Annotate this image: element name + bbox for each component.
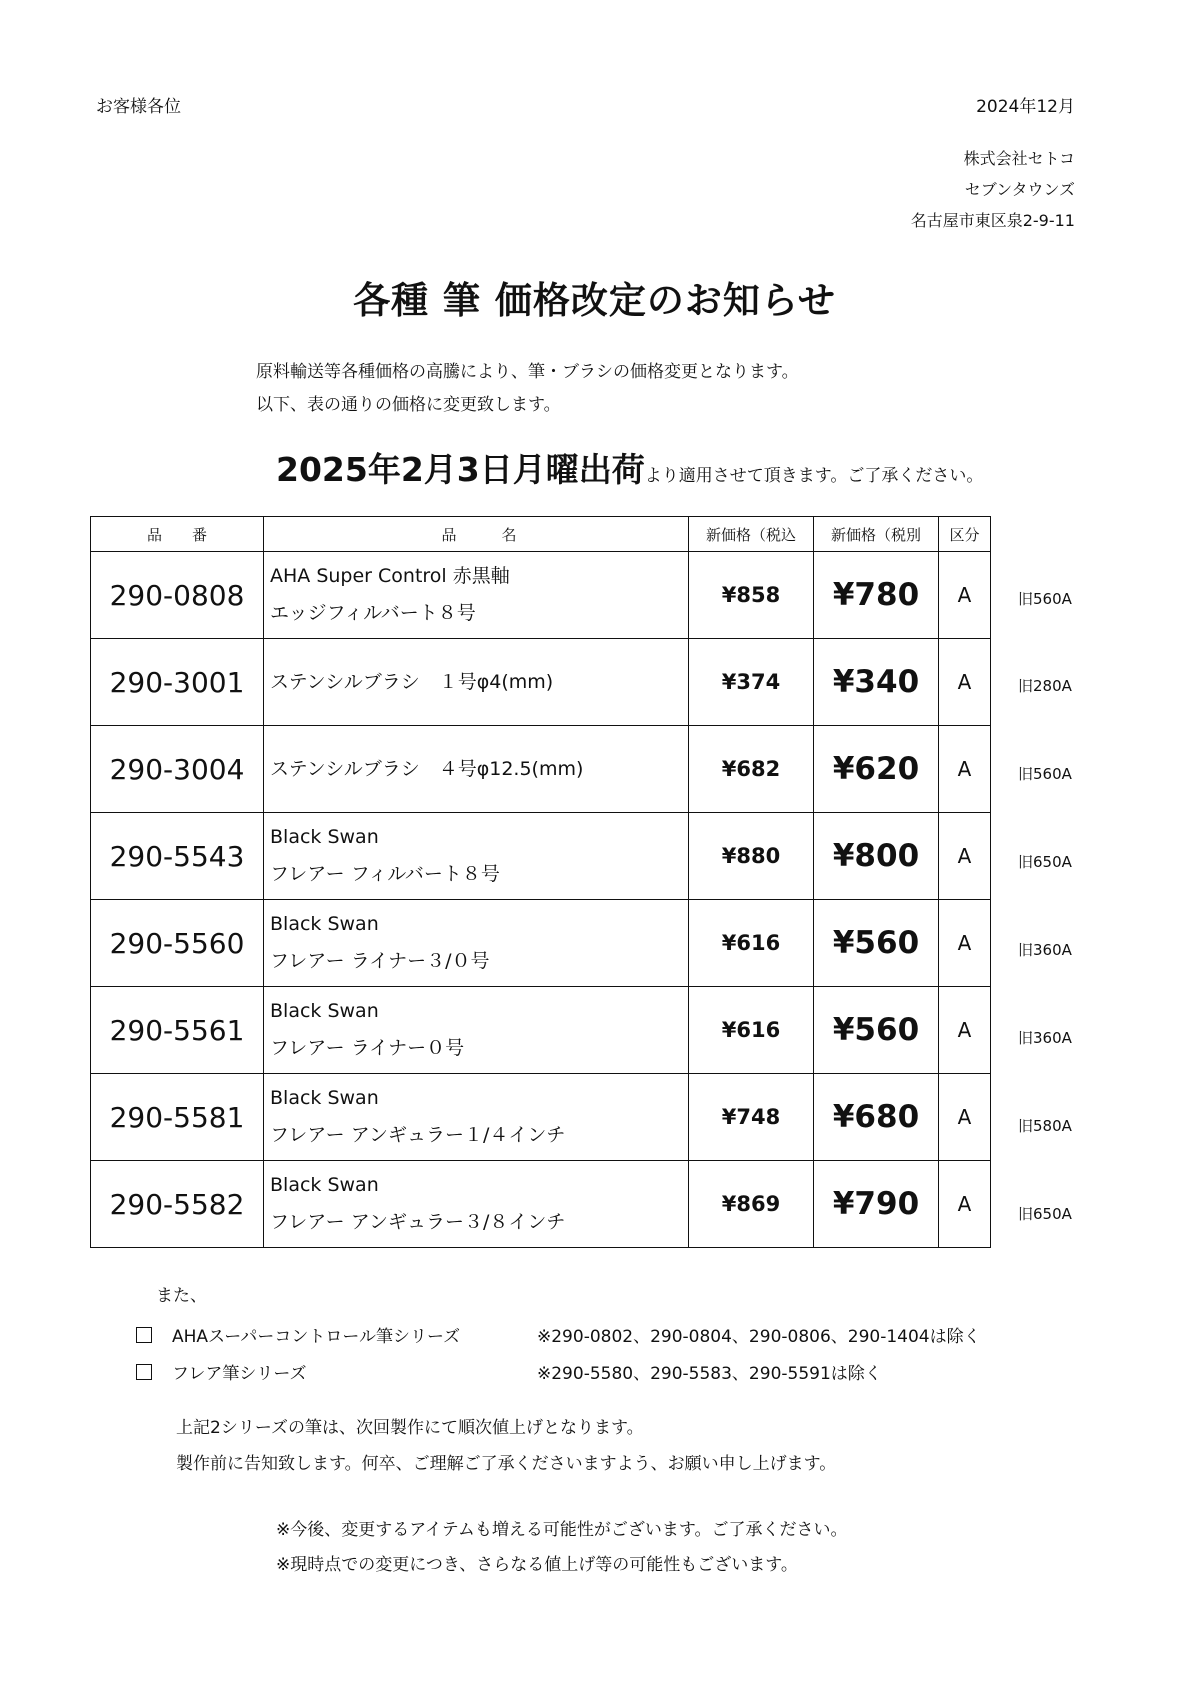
- also-label: また、: [156, 1286, 207, 1306]
- table-row: [91, 987, 991, 1074]
- product-name-line-1: Black Swan: [270, 1174, 379, 1196]
- series-name: フレア筆シリーズ: [172, 1364, 307, 1384]
- product-code: 290-3004: [91, 726, 264, 813]
- header-category: 区分: [939, 517, 991, 552]
- product-name-line-1: Black Swan: [270, 1000, 379, 1022]
- page-title: 各種 筆 価格改定のお知らせ: [353, 279, 836, 322]
- recipient: お客様各位: [96, 97, 181, 117]
- category: A: [939, 1074, 991, 1161]
- table-row: [91, 813, 991, 900]
- table-row: [91, 552, 991, 639]
- price-tax-excluded: ¥560: [814, 900, 939, 987]
- price-tax-excluded: ¥800: [814, 813, 939, 900]
- product-name-line-1: Black Swan: [270, 826, 379, 848]
- intro-line-2: 以下、表の通りの価格に変更致します。: [256, 395, 561, 415]
- product-code: 290-3001: [91, 639, 264, 726]
- price-tax-included: ¥616: [689, 987, 814, 1074]
- product-name-line-1: ステンシルブラシ １号φ4(mm): [270, 670, 554, 693]
- sender-company: 株式会社セトコ: [963, 149, 1075, 168]
- product-name: [264, 900, 689, 987]
- product-name-line-2: フレアー アンギュラー３/８インチ: [270, 1211, 566, 1233]
- product-code: 290-5560: [91, 900, 264, 987]
- old-price: 旧580A: [1018, 1117, 1072, 1135]
- price-tax-excluded: ¥790: [814, 1161, 939, 1248]
- series-name: AHAスーパーコントロール筆シリーズ: [172, 1327, 461, 1347]
- product-name-line-1: AHA Super Control 赤黒軸: [270, 565, 510, 587]
- product-code: 290-0808: [91, 552, 264, 639]
- table-header-row: [91, 517, 991, 552]
- product-code: 290-5581: [91, 1074, 264, 1161]
- effective-suffix: より適用させて頂きます。ご了承ください。: [644, 466, 984, 486]
- table-row: [91, 726, 991, 813]
- product-name-line-2: フレアー フィルバート８号: [270, 863, 500, 885]
- series-item-aha: [136, 1322, 460, 1347]
- product-name-line-1: ステンシルブラシ ４号φ12.5(mm): [270, 757, 584, 780]
- product-name-line-2: フレアー ライナー３/０号: [270, 950, 490, 972]
- table-row: [91, 900, 991, 987]
- category: A: [939, 726, 991, 813]
- sender-address: 名古屋市東区泉2-9-11: [910, 211, 1075, 230]
- product-name: [264, 726, 689, 813]
- header-price-net: 新価格（税別: [814, 517, 939, 552]
- product-name: [264, 1074, 689, 1161]
- product-name: [264, 639, 689, 726]
- price-tax-excluded: ¥680: [814, 1074, 939, 1161]
- table-row: [91, 639, 991, 726]
- series-item-flare: [136, 1359, 306, 1384]
- header-code: 品 番: [91, 517, 264, 552]
- price-tax-included: ¥858: [689, 552, 814, 639]
- category: A: [939, 639, 991, 726]
- checkbox-icon: [136, 1364, 152, 1380]
- product-code: 290-5582: [91, 1161, 264, 1248]
- product-name: [264, 1161, 689, 1248]
- old-price: 旧360A: [1018, 1029, 1072, 1047]
- category: A: [939, 987, 991, 1074]
- price-tax-included: ¥869: [689, 1161, 814, 1248]
- product-name-line-1: Black Swan: [270, 1087, 379, 1109]
- header-price-tax: 新価格（税込: [689, 517, 814, 552]
- series-exclusion: ※290-0802、290-0804、290-0806、290-1404は除く: [537, 1327, 981, 1347]
- price-tax-excluded: ¥560: [814, 987, 939, 1074]
- category: A: [939, 813, 991, 900]
- product-name: [264, 987, 689, 1074]
- price-tax-included: ¥374: [689, 639, 814, 726]
- price-tax-included: ¥682: [689, 726, 814, 813]
- header-name: 品 名: [264, 517, 689, 552]
- intro-line-1: 原料輸送等各種価格の高騰により、筆・ブラシの価格変更となります。: [256, 362, 799, 382]
- product-name-line-2: フレアー アンギュラー１/４インチ: [270, 1124, 566, 1146]
- product-name: [264, 552, 689, 639]
- old-price: 旧280A: [1018, 677, 1072, 695]
- series-exclusion: ※290-5580、290-5583、290-5591は除く: [537, 1364, 882, 1384]
- old-price: 旧560A: [1018, 765, 1072, 783]
- old-price: 旧650A: [1018, 853, 1072, 871]
- effective-date: 2025年2月3日月曜出荷: [276, 450, 645, 489]
- old-price: 旧650A: [1018, 1205, 1072, 1223]
- product-name: [264, 813, 689, 900]
- price-tax-included: ¥880: [689, 813, 814, 900]
- product-code: 290-5561: [91, 987, 264, 1074]
- footer-note-2: ※現時点での変更につき、さらなる値上げ等の可能性もございます。: [276, 1555, 798, 1575]
- table-row: [91, 1161, 991, 1248]
- checkbox-icon: [136, 1327, 152, 1343]
- footer-note-1: ※今後、変更するアイテムも増える可能性がございます。ご了承ください。: [276, 1520, 848, 1540]
- category: A: [939, 1161, 991, 1248]
- price-tax-excluded: ¥620: [814, 726, 939, 813]
- category: A: [939, 552, 991, 639]
- old-price: 旧360A: [1018, 941, 1072, 959]
- table-row: [91, 1074, 991, 1161]
- note-line-2: 製作前に告知致します。何卒、ご理解ご了承くださいますよう、お願い申し上げます。: [176, 1454, 837, 1474]
- product-code: 290-5543: [91, 813, 264, 900]
- price-table: [90, 516, 991, 1248]
- category: A: [939, 900, 991, 987]
- price-tax-excluded: ¥340: [814, 639, 939, 726]
- sender-store: セブンタウンズ: [964, 180, 1075, 199]
- product-name-line-1: Black Swan: [270, 913, 379, 935]
- price-tax-included: ¥616: [689, 900, 814, 987]
- product-name-line-2: フレアー ライナー０号: [270, 1037, 465, 1059]
- product-name-line-2: エッジフィルバート８号: [270, 602, 476, 624]
- issue-date: 2024年12月: [976, 97, 1075, 117]
- price-tax-excluded: ¥780: [814, 552, 939, 639]
- effective-notice: [276, 444, 983, 491]
- old-price: 旧560A: [1018, 590, 1072, 608]
- note-line-1: 上記2シリーズの筆は、次回製作にて順次値上げとなります。: [176, 1418, 644, 1438]
- price-tax-included: ¥748: [689, 1074, 814, 1161]
